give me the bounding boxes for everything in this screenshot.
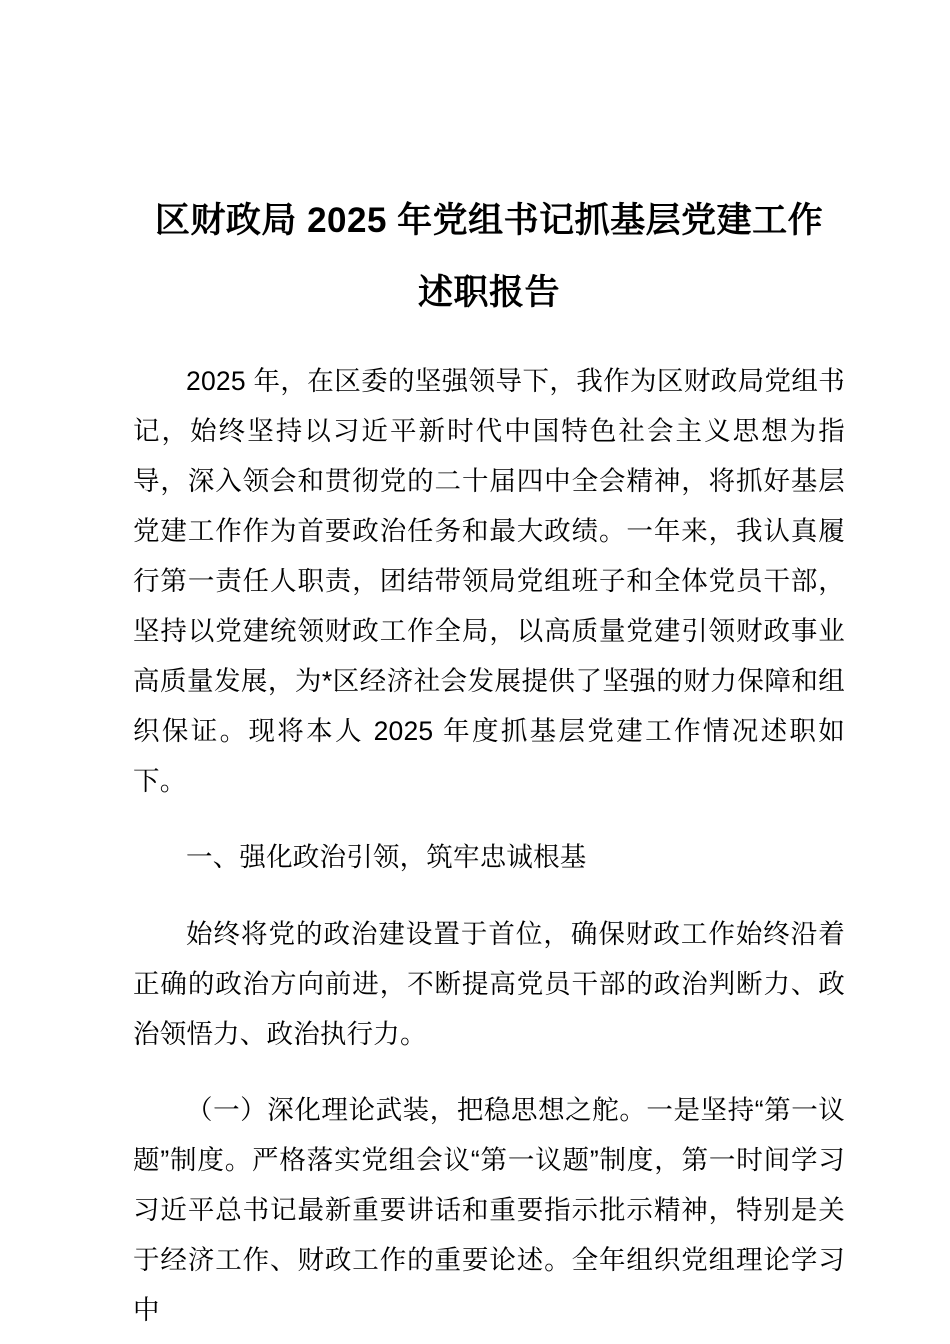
document-body [133,356,845,1336]
section-one-paragraph: 始终将党的政治建设置于首位，确保财政工作始终沿着正确的政治方向前进，不断提高党员干部的政治判断力、政治领悟力、政治执行力。 [133,918,845,1049]
page-title [133,185,845,329]
page-title-line-2: 述职报告 [417,273,560,312]
page-title-line-1: 区财政局 2025 年党组书记抓基层党建工作 [154,201,824,240]
section-heading-one: 一、强化政治引领，筑牢忠诚根基 [186,842,587,872]
subsection-one-paragraph: （一）深化理论武装，把稳思想之舵。一是坚持“第一议题”制度。严格落实党组会议“第一议题”制度，第一时间学习习近平总书记最新重要讲话和重要指示批示精神，特别是关于经济工作、财政工作的重要论述。全年组织党组理论学习中 [133,1095,845,1325]
intro-paragraph: 2025 年，在区委的坚强领导下，我作为区财政局党组书记，始终坚持以习近平新时代中国特色社会主义思想为指导，深入领会和贯彻党的二十届四中全会精神，将抓好基层党建工作作为首要政治任务和最大政绩。一年来，我认真履行第一责任人职责，团结带领局党组班子和全体党员干部，坚持以党建统领财政工作全局，以高质量党建引领财政事业高质量发展，为*区经济社会发展提供了坚强的财力保障和组织保证。现将本人 2025 年度抓基层党建工作情况述职如下。 [133,365,845,796]
